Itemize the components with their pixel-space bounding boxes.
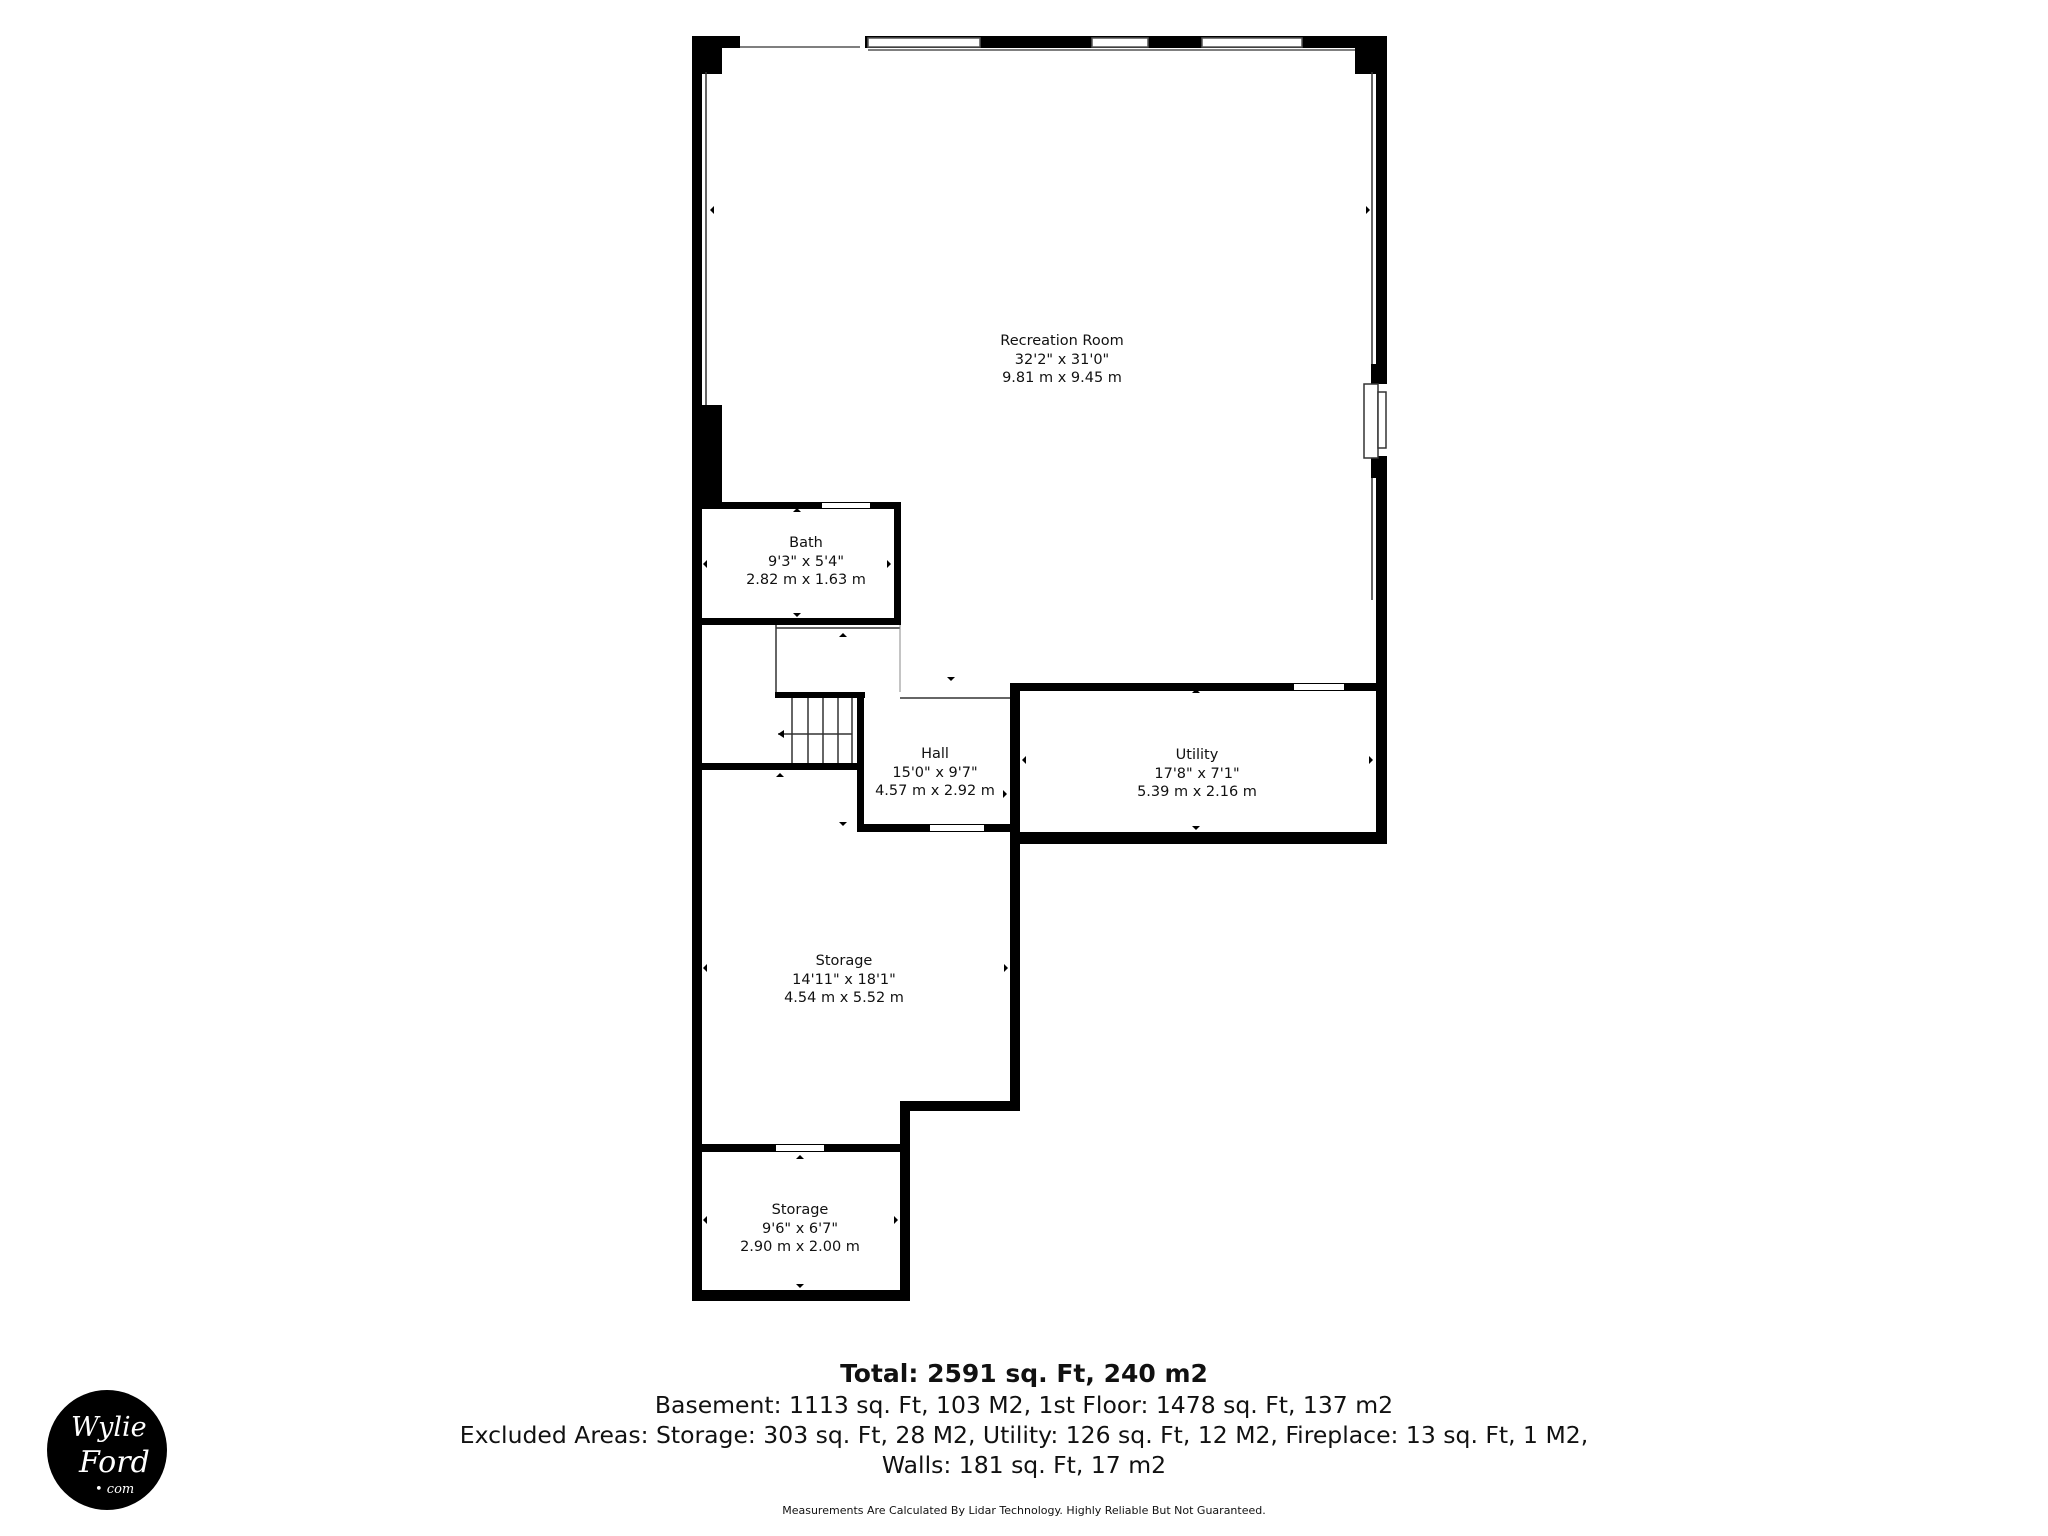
logo-line-3: • com [95, 1482, 135, 1497]
room-metric: 2.90 m x 2.00 m [740, 1239, 860, 1255]
excluded-areas: Excluded Areas: Storage: 303 sq. Ft, 28 M2, Utility: 126 sq. Ft, 12 M2, Fireplace: 13 sq. Ft, 1 M2, [459, 1421, 1589, 1449]
room-imperial: 9'3" x 5'4" [767, 553, 844, 570]
total-area: Total: 2591 sq. Ft, 240 m2 [840, 1359, 1208, 1388]
floor-areas: Basement: 1113 sq. Ft, 103 M2, 1st Floor: 1478 sq. Ft, 137 m2 [654, 1391, 1394, 1419]
room-label-utility [1137, 746, 1257, 802]
room-name: Hall [921, 746, 949, 762]
disclaimer: Measurements Are Calculated By Lidar Technology. Highly Reliable But Not Guaranteed. [782, 1504, 1266, 1517]
room-name: Bath [789, 535, 823, 551]
room-label-hall [875, 745, 995, 801]
walls-area: Walls: 181 sq. Ft, 17 m2 [881, 1451, 1167, 1479]
bath-door [822, 503, 870, 508]
hall-door [930, 825, 984, 831]
room-imperial: 17'8" x 7'1" [1154, 765, 1240, 782]
room-metric: 2.82 m x 1.63 m [746, 572, 866, 588]
room-label-storage-small [740, 1201, 860, 1257]
room-metric: 4.57 m x 2.92 m [875, 783, 995, 799]
exterior-walls [692, 36, 1387, 1301]
utility-door [1294, 684, 1344, 690]
room-name: Storage [771, 1202, 829, 1218]
room-imperial: 9'6" x 6'7" [761, 1220, 838, 1237]
room-name: Utility [1175, 747, 1219, 763]
room-label-storage-large [784, 952, 904, 1008]
room-imperial: 14'11" x 18'1" [792, 971, 896, 988]
room-metric: 9.81 m x 9.45 m [1002, 370, 1122, 386]
stair-treads [778, 698, 852, 763]
room-name: Storage [815, 953, 873, 969]
fireplace [1364, 384, 1386, 458]
room-label-bath [746, 534, 866, 590]
room-imperial: 32'2" x 31'0" [1014, 351, 1110, 368]
room-metric: 4.54 m x 5.52 m [784, 990, 904, 1006]
storage-small-door [776, 1145, 824, 1151]
room-metric: 5.39 m x 2.16 m [1137, 784, 1257, 800]
brand-logo [47, 1390, 167, 1510]
logo-line-1: Wylie [71, 1412, 147, 1443]
room-imperial: 15'0" x 9'7" [892, 764, 978, 781]
room-label-recreation [1000, 332, 1123, 388]
area-summary [0, 1358, 2048, 1480]
logo-line-2: Ford [79, 1445, 150, 1480]
room-name: Recreation Room [1000, 333, 1124, 349]
